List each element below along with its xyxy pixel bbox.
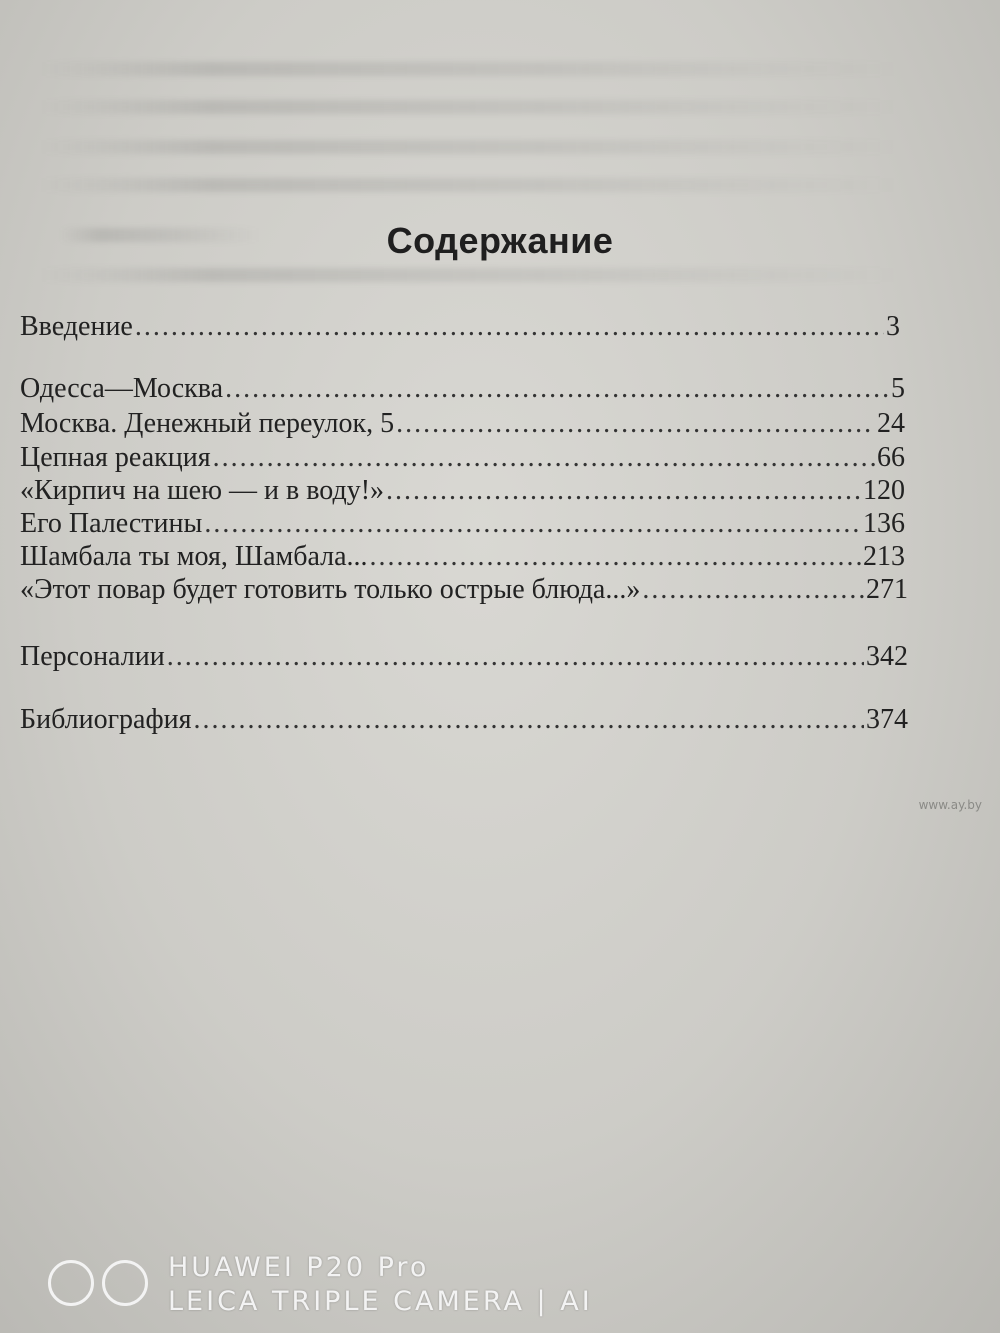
bleed-through-text [40,178,900,192]
leader-dots [194,703,865,737]
camera-caption: LEICA TRIPLE CAMERA | AI [168,1286,593,1317]
toc-entry-page: 5 [891,373,905,404]
toc-entry [20,573,908,607]
site-watermark: www.ay.by [918,798,982,812]
toc-entry-title: Одесса—Москва [20,373,224,404]
bleed-through-text [40,62,900,76]
toc-entry-page: 374 [866,704,908,735]
toc-entry-title: Его Палестины [20,508,203,539]
toc-entry [20,540,905,574]
toc-entry-page: 3 [886,311,900,342]
toc-entry-title: «Кирпич на шею — и в воду!» [20,475,385,506]
toc-entry-title: Персоналии [20,641,165,672]
toc-entry-page: 66 [877,442,905,473]
toc-entry [20,310,900,344]
toc-entry-page: 120 [863,475,905,506]
toc-entry-page: 271 [866,574,908,605]
toc-entry-page: 342 [866,641,908,672]
leader-dots [204,507,861,541]
toc-entry-title: Цепная реакция [20,442,211,473]
toc-entry-title: «Этот повар будет готовить только острые блюда...» [20,574,641,605]
bleed-through-text [40,100,900,114]
leader-dots [225,372,889,406]
toc-entry [20,640,908,674]
toc-entry [20,407,905,441]
toc-entry-page: 213 [863,541,905,572]
bleed-through-text [40,268,900,282]
toc-entry-title: Москва. Денежный переулок, 5 [20,408,395,439]
toc-entry-title: Библиография [20,704,192,735]
camera-logo-icon [48,1260,148,1306]
page-title: Содержание [386,220,614,261]
toc-entry [20,441,905,475]
leader-dots [370,540,861,574]
leader-dots [396,407,875,441]
toc-entry-title: Шамбала ты моя, Шамбала... [20,541,368,572]
camera-model: HUAWEI P20 Pro [168,1252,430,1283]
leader-dots [642,573,864,607]
toc-entry [20,372,905,406]
toc-entry [20,507,905,541]
toc-entry [20,703,908,737]
leader-dots [167,640,864,674]
leader-dots [386,474,861,508]
toc-entry-title: Введение [20,311,133,342]
bleed-through-text [40,140,900,154]
leader-dots [135,310,884,344]
leader-dots [213,441,875,475]
toc-entry-page: 24 [877,408,905,439]
toc-entry-page: 136 [863,508,905,539]
toc-entry [20,474,905,508]
